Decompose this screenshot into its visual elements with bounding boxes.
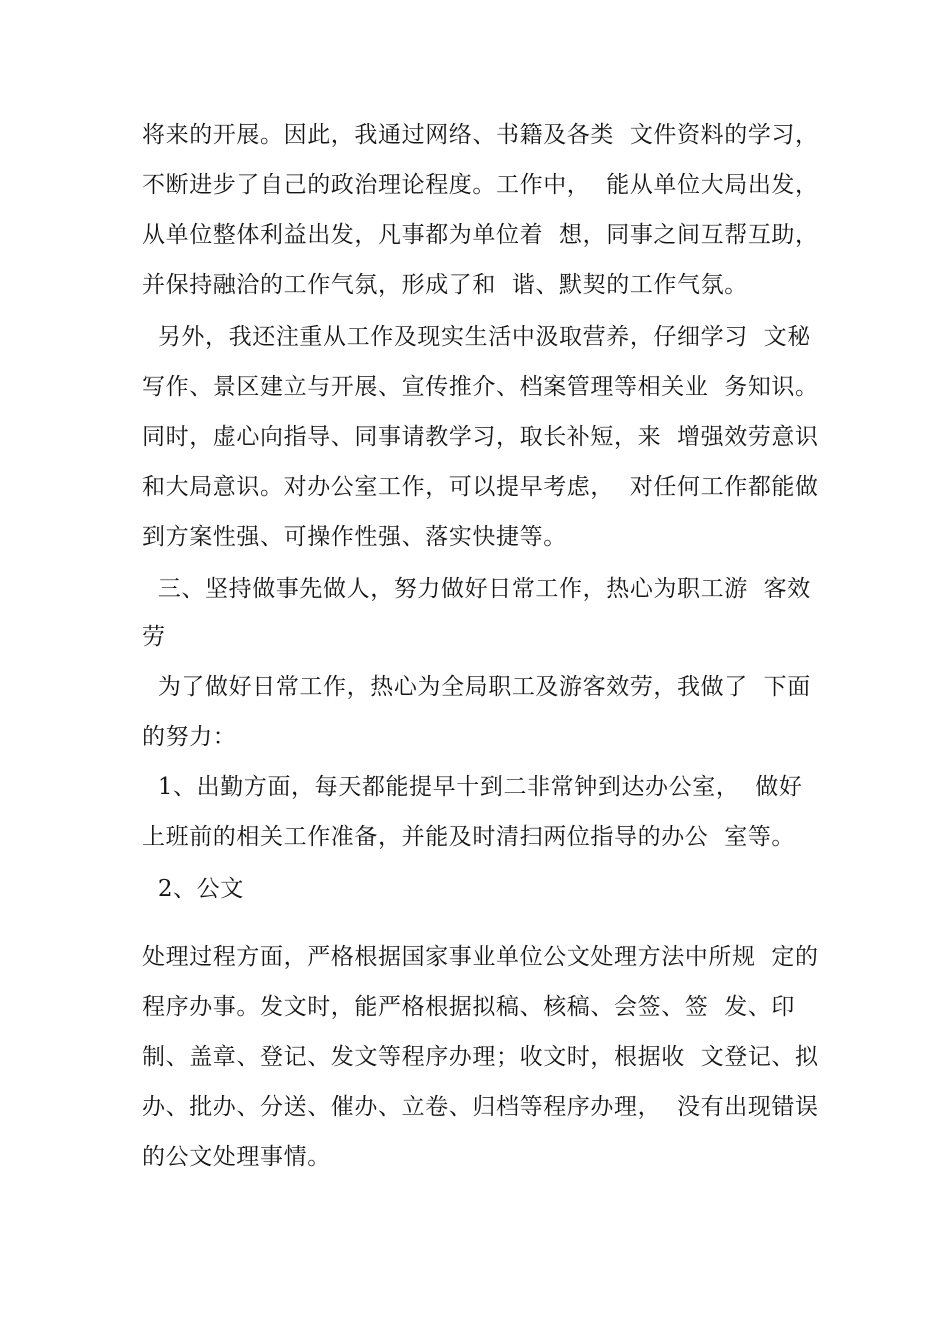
text-line: 从单位整体利益出发，凡事都为单位着 想，同事之间互帮互助，	[142, 222, 819, 248]
text-line: 并保持融洽的工作气氛，形成了和 谐、默契的工作气氛。	[142, 272, 748, 298]
text-line: 三、坚持做事先做人，努力做好日常工作，热心为职工游 客效	[142, 576, 811, 602]
text-line: 的公文处理事情。	[142, 1144, 331, 1170]
text-line: 1、出勤方面，每天都能提早十到二非常钟到达办公室， 做好	[142, 774, 803, 800]
text-line: 为了做好日常工作，热心为全局职工及游客效劳，我做了 下面	[142, 674, 811, 700]
text-line: 上班前的相关工作准备，并能及时清扫两位指导的办公 室等。	[142, 824, 796, 850]
text-line: 同时，虚心向指导、同事请教学习，取长补短，来 增强效劳意识	[142, 424, 819, 450]
text-line: 将来的开展。因此，我通过网络、书籍及各类 文件资料的学习，	[142, 122, 819, 148]
text-line: 处理过程方面，严格根据国家事业单位公文处理方法中所规 定的	[142, 944, 819, 970]
text-line: 程序办事。发文时，能严格根据拟稿、核稿、会签、签 发、印	[142, 994, 796, 1020]
text-line: 不断进步了自己的政治理论程度。工作中， 能从单位大局出发，	[142, 172, 819, 198]
text-line: 办、批办、分送、催办、立卷、归档等程序办理， 没有出现错误	[142, 1094, 819, 1120]
text-line: 和大局意识。对办公室工作，可以提早考虑， 对任何工作都能做	[142, 474, 819, 500]
text-line: 的努力：	[142, 724, 237, 750]
text-line: 另外，我还注重从工作及现实生活中汲取营养，仔细学习 文秘	[142, 324, 811, 350]
text-line: 到方案性强、可操作性强、落实快捷等。	[142, 524, 567, 550]
text-line: 制、盖章、登记、发文等程序办理；收文时，根据收 文登记、拟	[142, 1044, 819, 1070]
text-line: 2、公文	[142, 876, 244, 902]
text-line: 写作、景区建立与开展、宣传推介、档案管理等相关业 务知识。	[142, 374, 819, 400]
text-line: 劳	[142, 624, 166, 650]
